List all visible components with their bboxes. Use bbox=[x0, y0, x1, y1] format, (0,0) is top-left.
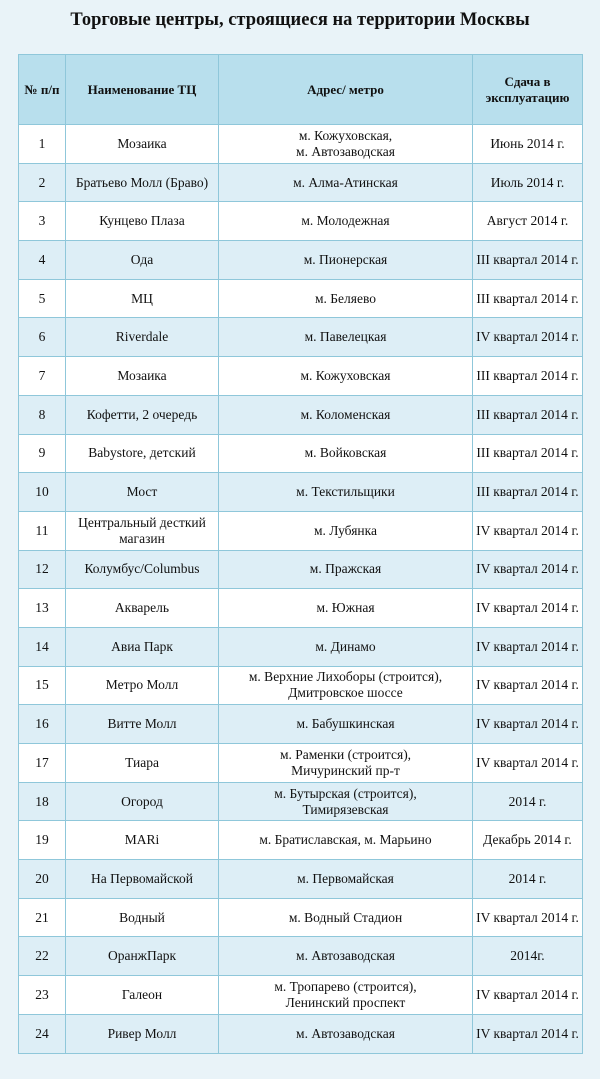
cell-commissioning: 2014 г. bbox=[473, 860, 583, 899]
cell-commissioning: Июль 2014 г. bbox=[473, 163, 583, 202]
cell-commissioning: IV квартал 2014 г. bbox=[473, 744, 583, 783]
cell-number: 18 bbox=[19, 782, 66, 821]
cell-name: Мост bbox=[66, 473, 219, 512]
table-row bbox=[19, 241, 583, 280]
cell-address: м. Лубянка bbox=[219, 511, 473, 550]
cell-number: 7 bbox=[19, 357, 66, 396]
table-row bbox=[19, 782, 583, 821]
cell-address: м. Кожуховская bbox=[219, 357, 473, 396]
cell-name: Центральный десткий магазин bbox=[66, 511, 219, 550]
cell-commissioning: IV квартал 2014 г. bbox=[473, 550, 583, 589]
cell-address: м. Молодежная bbox=[219, 202, 473, 241]
cell-number: 8 bbox=[19, 395, 66, 434]
header-number: № п/п bbox=[19, 55, 66, 125]
cell-number: 16 bbox=[19, 705, 66, 744]
cell-name: Мозаика bbox=[66, 357, 219, 396]
cell-commissioning: IV квартал 2014 г. bbox=[473, 318, 583, 357]
cell-address: м. Братиславская, м. Марьино bbox=[219, 821, 473, 860]
table-row bbox=[19, 976, 583, 1015]
cell-commissioning: III квартал 2014 г. bbox=[473, 241, 583, 280]
cell-commissioning: 2014г. bbox=[473, 937, 583, 976]
cell-number: 24 bbox=[19, 1014, 66, 1053]
cell-name: Витте Молл bbox=[66, 705, 219, 744]
cell-address: м. Коломенская bbox=[219, 395, 473, 434]
cell-number: 20 bbox=[19, 860, 66, 899]
table-row bbox=[19, 473, 583, 512]
cell-address: м. Бутырская (строится), Тимирязевская bbox=[219, 782, 473, 821]
cell-number: 21 bbox=[19, 898, 66, 937]
cell-commissioning: III квартал 2014 г. bbox=[473, 434, 583, 473]
cell-commissioning: 2014 г. bbox=[473, 782, 583, 821]
cell-number: 19 bbox=[19, 821, 66, 860]
cell-number: 4 bbox=[19, 241, 66, 280]
cell-commissioning: III квартал 2014 г. bbox=[473, 395, 583, 434]
cell-number: 14 bbox=[19, 627, 66, 666]
table-row bbox=[19, 860, 583, 899]
cell-commissioning: Июнь 2014 г. bbox=[473, 125, 583, 164]
cell-number: 23 bbox=[19, 976, 66, 1015]
cell-commissioning: III квартал 2014 г. bbox=[473, 473, 583, 512]
cell-name: Галеон bbox=[66, 976, 219, 1015]
cell-name: Братьево Молл (Браво) bbox=[66, 163, 219, 202]
malls-table bbox=[18, 54, 583, 1054]
cell-name: Babystore, детский bbox=[66, 434, 219, 473]
page-title: Торговые центры, строящиеся на территории Москвы bbox=[70, 10, 530, 30]
table-row bbox=[19, 589, 583, 628]
cell-commissioning: IV квартал 2014 г. bbox=[473, 511, 583, 550]
cell-number: 10 bbox=[19, 473, 66, 512]
cell-number: 5 bbox=[19, 279, 66, 318]
cell-number: 13 bbox=[19, 589, 66, 628]
cell-commissioning: Декабрь 2014 г. bbox=[473, 821, 583, 860]
cell-address: м. Пражская bbox=[219, 550, 473, 589]
table-row bbox=[19, 434, 583, 473]
cell-commissioning: III квартал 2014 г. bbox=[473, 279, 583, 318]
table-row bbox=[19, 705, 583, 744]
header-row bbox=[19, 55, 583, 125]
table-row bbox=[19, 279, 583, 318]
cell-number: 12 bbox=[19, 550, 66, 589]
cell-number: 17 bbox=[19, 744, 66, 783]
table-row bbox=[19, 357, 583, 396]
table-row bbox=[19, 550, 583, 589]
cell-address: м. Раменки (строится), Мичуринский пр-т bbox=[219, 744, 473, 783]
cell-name: На Первомайской bbox=[66, 860, 219, 899]
cell-name: MARi bbox=[66, 821, 219, 860]
cell-number: 3 bbox=[19, 202, 66, 241]
cell-commissioning: III квартал 2014 г. bbox=[473, 357, 583, 396]
cell-number: 9 bbox=[19, 434, 66, 473]
table-row bbox=[19, 511, 583, 550]
table-row bbox=[19, 898, 583, 937]
cell-commissioning: IV квартал 2014 г. bbox=[473, 589, 583, 628]
cell-number: 6 bbox=[19, 318, 66, 357]
cell-address: м. Динамо bbox=[219, 627, 473, 666]
cell-name: МЦ bbox=[66, 279, 219, 318]
cell-address: м. Пионерская bbox=[219, 241, 473, 280]
cell-address: м. Кожуховская, м. Автозаводская bbox=[219, 125, 473, 164]
cell-number: 15 bbox=[19, 666, 66, 705]
cell-address: м. Южная bbox=[219, 589, 473, 628]
cell-number: 11 bbox=[19, 511, 66, 550]
cell-commissioning: IV квартал 2014 г. bbox=[473, 627, 583, 666]
cell-name: Мозаика bbox=[66, 125, 219, 164]
cell-name: Огород bbox=[66, 782, 219, 821]
table-row bbox=[19, 163, 583, 202]
table-row bbox=[19, 125, 583, 164]
cell-commissioning: IV квартал 2014 г. bbox=[473, 898, 583, 937]
cell-commissioning: IV квартал 2014 г. bbox=[473, 976, 583, 1015]
cell-number: 2 bbox=[19, 163, 66, 202]
cell-name: Ода bbox=[66, 241, 219, 280]
cell-commissioning: IV квартал 2014 г. bbox=[473, 705, 583, 744]
cell-address: м. Алма-Атинская bbox=[219, 163, 473, 202]
cell-name: Водный bbox=[66, 898, 219, 937]
cell-name: Колумбус/Columbus bbox=[66, 550, 219, 589]
cell-address: м. Бабушкинская bbox=[219, 705, 473, 744]
cell-address: м. Павелецкая bbox=[219, 318, 473, 357]
cell-commissioning: Август 2014 г. bbox=[473, 202, 583, 241]
cell-address: м. Текстильщики bbox=[219, 473, 473, 512]
cell-name: Ривер Молл bbox=[66, 1014, 219, 1053]
cell-address: м. Первомайская bbox=[219, 860, 473, 899]
cell-address: м. Войковская bbox=[219, 434, 473, 473]
cell-address: м. Тропарево (строится), Ленинский проспект bbox=[219, 976, 473, 1015]
cell-name: Авиа Парк bbox=[66, 627, 219, 666]
table-row bbox=[19, 744, 583, 783]
cell-address: м. Автозаводская bbox=[219, 1014, 473, 1053]
cell-commissioning: IV квартал 2014 г. bbox=[473, 1014, 583, 1053]
table-row bbox=[19, 395, 583, 434]
table-row bbox=[19, 318, 583, 357]
cell-name: Акварель bbox=[66, 589, 219, 628]
cell-address: м. Верхние Лихоборы (строится), Дмитровское шоссе bbox=[219, 666, 473, 705]
cell-commissioning: IV квартал 2014 г. bbox=[473, 666, 583, 705]
header-commissioning: Сдача в эксплуатацию bbox=[473, 55, 583, 125]
header-address: Адрес/ метро bbox=[219, 55, 473, 125]
cell-name: ОранжПарк bbox=[66, 937, 219, 976]
table-row bbox=[19, 1014, 583, 1053]
table-row bbox=[19, 821, 583, 860]
header-name: Наименование ТЦ bbox=[66, 55, 219, 125]
table-row bbox=[19, 202, 583, 241]
table-row bbox=[19, 627, 583, 666]
cell-address: м. Беляево bbox=[219, 279, 473, 318]
table-header bbox=[19, 55, 583, 125]
table-body bbox=[19, 125, 583, 1054]
table-row bbox=[19, 937, 583, 976]
cell-name: Riverdale bbox=[66, 318, 219, 357]
cell-number: 1 bbox=[19, 125, 66, 164]
table-row bbox=[19, 666, 583, 705]
cell-address: м. Водный Стадион bbox=[219, 898, 473, 937]
cell-number: 22 bbox=[19, 937, 66, 976]
cell-name: Тиара bbox=[66, 744, 219, 783]
cell-name: Метро Молл bbox=[66, 666, 219, 705]
cell-address: м. Автозаводская bbox=[219, 937, 473, 976]
cell-name: Кунцево Плаза bbox=[66, 202, 219, 241]
cell-name: Кофетти, 2 очередь bbox=[66, 395, 219, 434]
